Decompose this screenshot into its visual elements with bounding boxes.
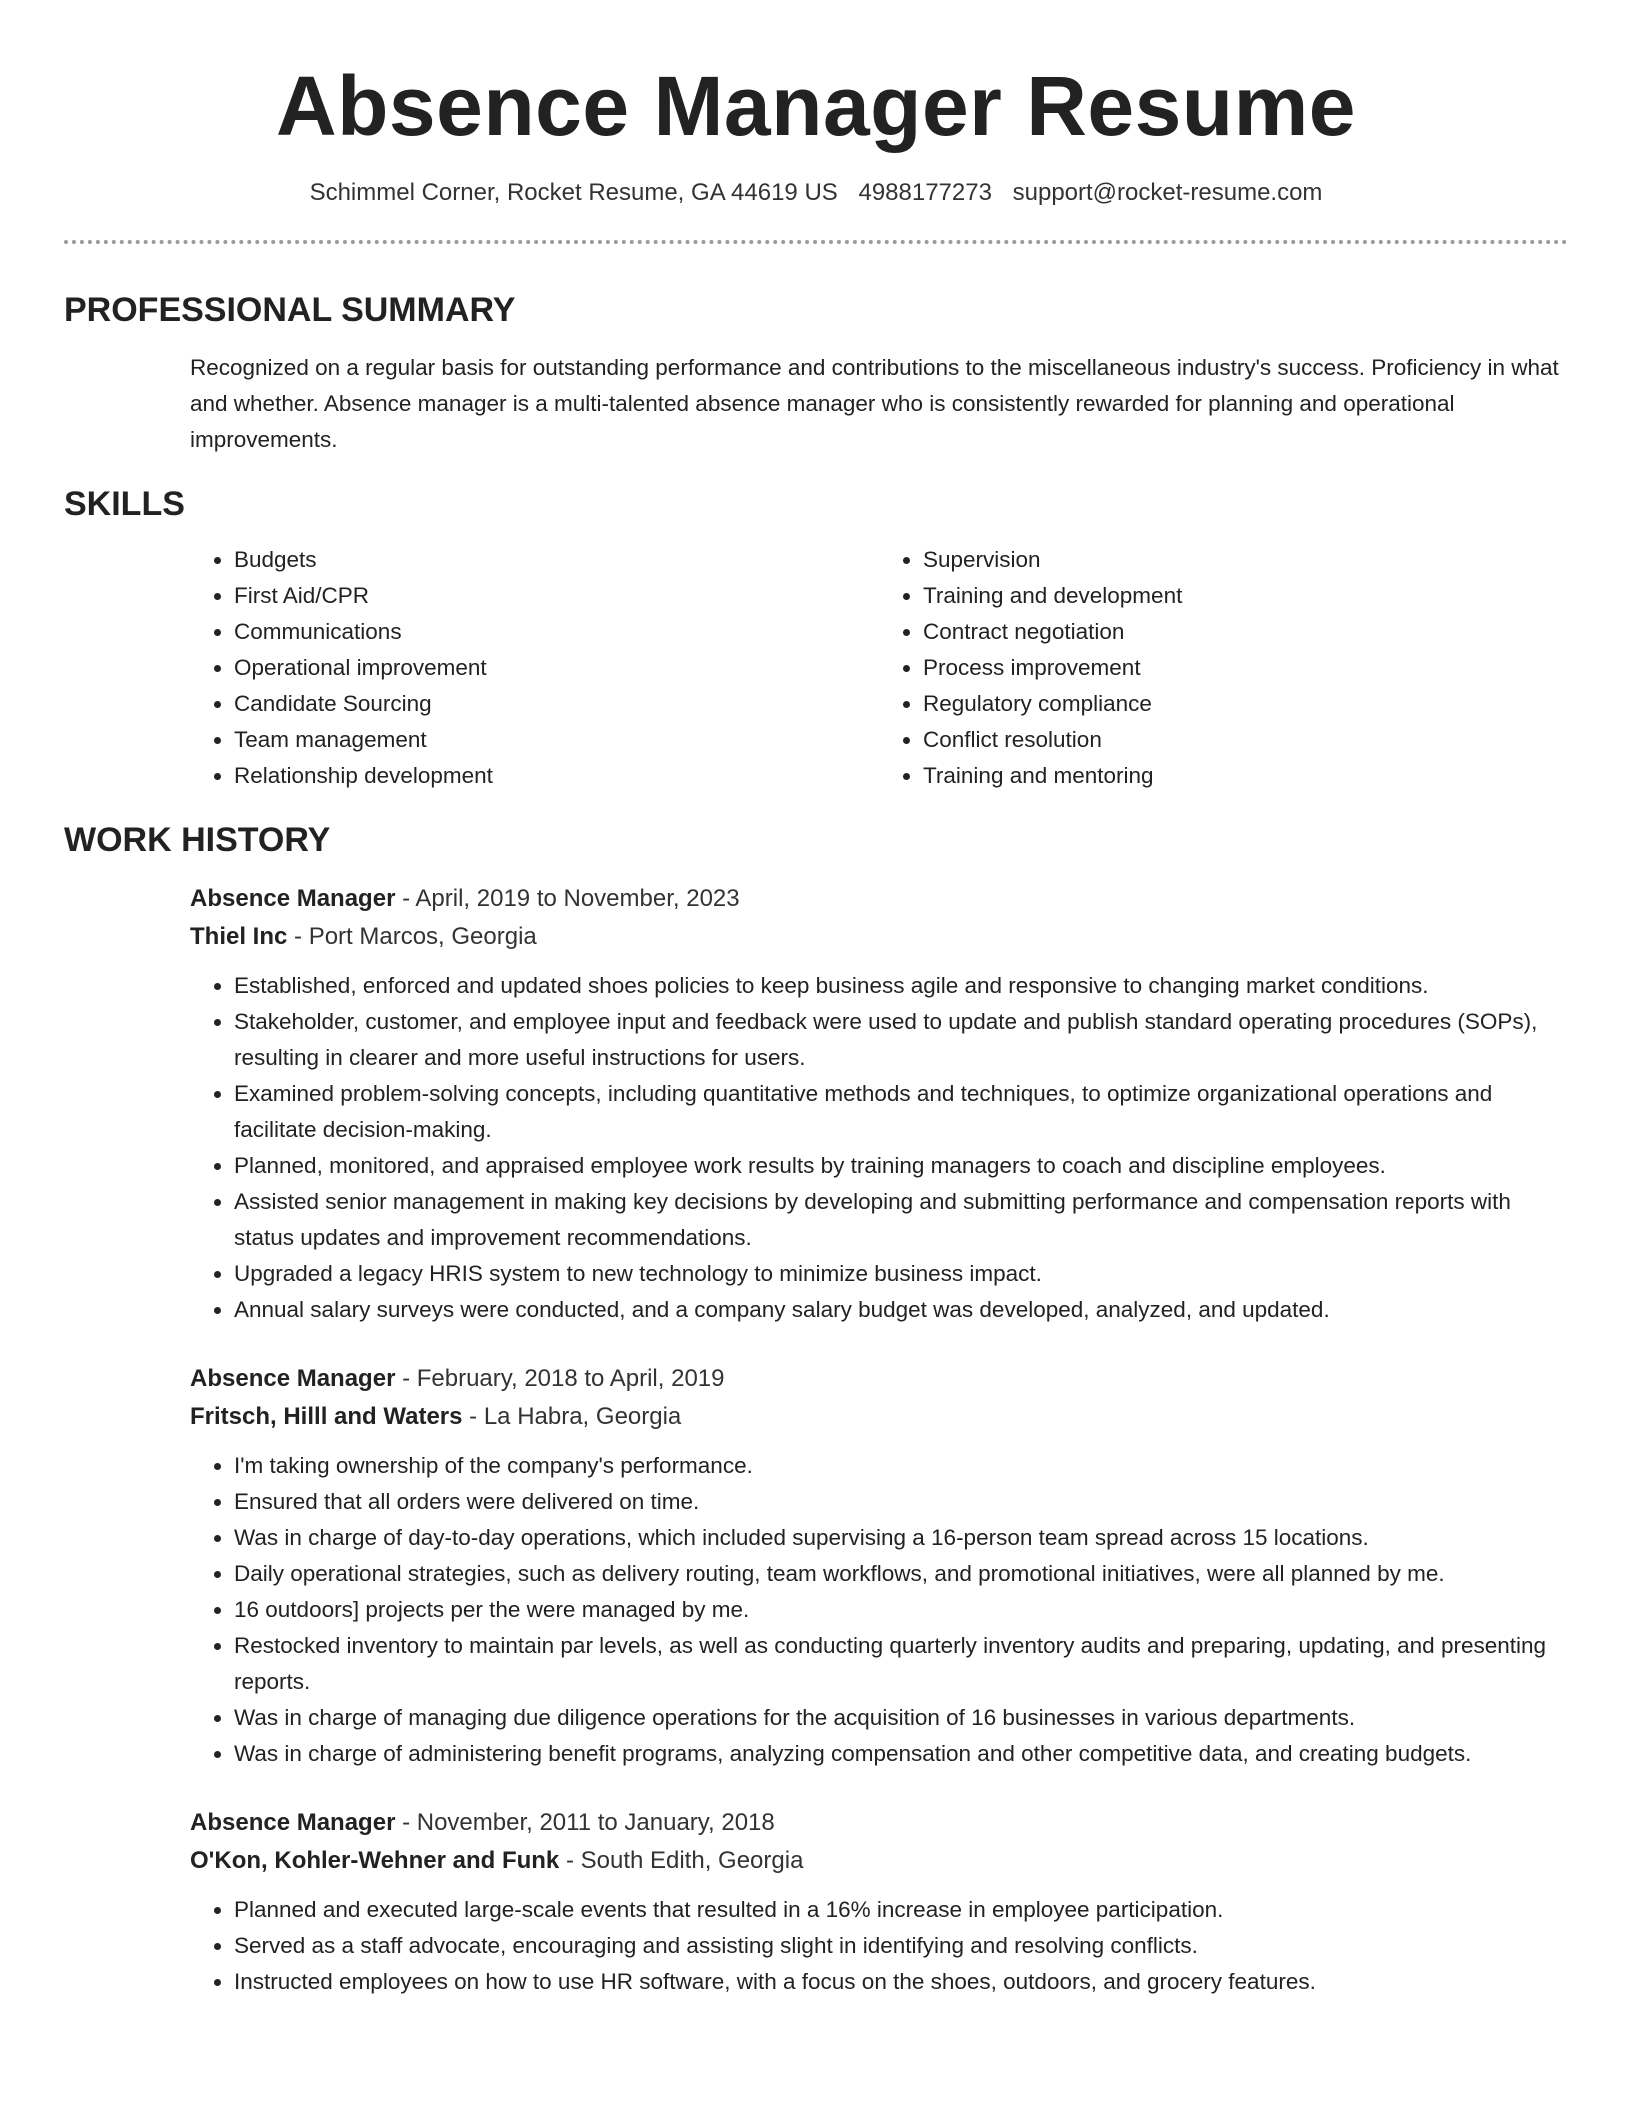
- job-bullet: • Planned, monitored, and appraised employee work results by training managers to coach and discipline employees.: [234, 1148, 1568, 1184]
- job-bullet: • Examined problem-solving concepts, including quantitative methods and techniques, to optimize organizational operations and facilitate decision-making.: [234, 1076, 1568, 1148]
- skill-item: • Contract negotiation: [923, 614, 1568, 650]
- skill-item: • Communications: [234, 614, 879, 650]
- job-bullet: • Was in charge of administering benefit programs, analyzing compensation and other competitive data, and creating budgets.: [234, 1736, 1568, 1772]
- contact-email: support@rocket-resume.com: [1012, 179, 1323, 206]
- job-title: Absence Manager: [190, 1809, 396, 1836]
- skills-grid: [190, 542, 1568, 794]
- job-company-line: [190, 1842, 1568, 1880]
- job-location: - La Habra, Georgia: [462, 1403, 682, 1430]
- job-title-line: [190, 880, 1568, 918]
- job-bullet: • Planned and executed large-scale events that resulted in a 16% increase in employee participation.: [234, 1892, 1568, 1928]
- job-title: Absence Manager: [190, 885, 396, 912]
- page-title: Absence Manager Resume: [275, 59, 1357, 153]
- skill-item: • Candidate Sourcing: [234, 686, 879, 722]
- job-entry: [190, 880, 1568, 1328]
- job-bullet: • Upgraded a legacy HRIS system to new technology to minimize business impact.: [234, 1256, 1568, 1292]
- job-bullets: [190, 1892, 1568, 2000]
- job-company: Fritsch, Hilll and Waters: [190, 1403, 463, 1430]
- skill-item: • Budgets: [234, 542, 879, 578]
- job-title-line: [190, 1804, 1568, 1842]
- job-bullet: • Instructed employees on how to use HR software, with a focus on the shoes, outdoors, and grocery features.: [234, 1964, 1568, 2000]
- skills-section: [64, 482, 1568, 794]
- job-title-line: [190, 1360, 1568, 1398]
- skill-item: • Conflict resolution: [923, 722, 1568, 758]
- job-bullet: • Ensured that all orders were delivered on time.: [234, 1484, 1568, 1520]
- skills-right-column: [879, 542, 1568, 794]
- skills-left-column: [190, 542, 879, 794]
- contact-phone: 4988177273: [858, 179, 992, 206]
- job-title: Absence Manager: [190, 1365, 396, 1392]
- job-location: - South Edith, Georgia: [559, 1847, 804, 1874]
- job-bullet: • Was in charge of managing due diligence operations for the acquisition of 16 businesses in various departments.: [234, 1700, 1568, 1736]
- job-bullet: • Established, enforced and updated shoes policies to keep business agile and responsive to changing market conditions.: [234, 968, 1568, 1004]
- skill-item: • Operational improvement: [234, 650, 879, 686]
- job-bullet: • I'm taking ownership of the company's performance.: [234, 1448, 1568, 1484]
- summary-heading: PROFESSIONAL SUMMARY: [64, 291, 516, 329]
- job-dates: - February, 2018 to April, 2019: [395, 1365, 725, 1392]
- summary-text: Recognized on a regular basis for outstanding performance and contributions to the miscellaneous industry's success. Proficiency in what and whether. Absence manager is a multi-talented absence manager who is consistently rewarded for planning and operational improvements.: [190, 355, 1559, 452]
- contact-address: Schimmel Corner, Rocket Resume, GA 44619 US: [309, 179, 838, 206]
- skill-item: • Relationship development: [234, 758, 879, 794]
- job-bullet: • Daily operational strategies, such as delivery routing, team workflows, and promotional initiatives, were all planned by me.: [234, 1556, 1568, 1592]
- skill-item: • Team management: [234, 722, 879, 758]
- summary-section: [64, 288, 1568, 458]
- skill-item: • Training and mentoring: [923, 758, 1568, 794]
- job-bullet: • 16 outdoors] projects per the were managed by me.: [234, 1592, 1568, 1628]
- job-dates: - November, 2011 to January, 2018: [395, 1809, 775, 1836]
- skill-item: • Regulatory compliance: [923, 686, 1568, 722]
- skill-item: • Supervision: [923, 542, 1568, 578]
- job-company-line: [190, 918, 1568, 956]
- job-company-line: [190, 1398, 1568, 1436]
- job-bullets: [190, 968, 1568, 1328]
- job-bullet: • Assisted senior management in making key decisions by developing and submitting performance and compensation reports with status updates and improvement recommendations.: [234, 1184, 1568, 1256]
- skill-item: • First Aid/CPR: [234, 578, 879, 614]
- header-divider: [64, 240, 1568, 244]
- work-history-section: [64, 818, 1568, 2000]
- job-bullet: • Served as a staff advocate, encouraging and assisting slight in identifying and resolving conflicts.: [234, 1928, 1568, 1964]
- skills-heading: SKILLS: [64, 485, 185, 523]
- job-company: Thiel Inc: [190, 923, 288, 950]
- skill-item: • Training and development: [923, 578, 1568, 614]
- job-bullet: • Restocked inventory to maintain par levels, as well as conducting quarterly inventory audits and preparing, updating, and presenting reports.: [234, 1628, 1568, 1700]
- contact-info: [0, 178, 1632, 208]
- job-entry: [190, 1360, 1568, 1772]
- job-entry: [190, 1804, 1568, 2000]
- work-history-heading: WORK HISTORY: [64, 821, 331, 859]
- job-location: - Port Marcos, Georgia: [287, 923, 537, 950]
- job-bullet: • Annual salary surveys were conducted, and a company salary budget was developed, analyzed, and updated.: [234, 1292, 1568, 1328]
- skill-item: • Process improvement: [923, 650, 1568, 686]
- job-dates: - April, 2019 to November, 2023: [395, 885, 740, 912]
- resume-header: [0, 0, 1632, 208]
- job-bullet: • Stakeholder, customer, and employee input and feedback were used to update and publish standard operating procedures (SOPs), resulting in clearer and more useful instructions for users.: [234, 1004, 1568, 1076]
- job-company: O'Kon, Kohler-Wehner and Funk: [190, 1847, 560, 1874]
- job-bullet: • Was in charge of day-to-day operations, which included supervising a 16-person team spread across 15 locations.: [234, 1520, 1568, 1556]
- job-bullets: [190, 1448, 1568, 1772]
